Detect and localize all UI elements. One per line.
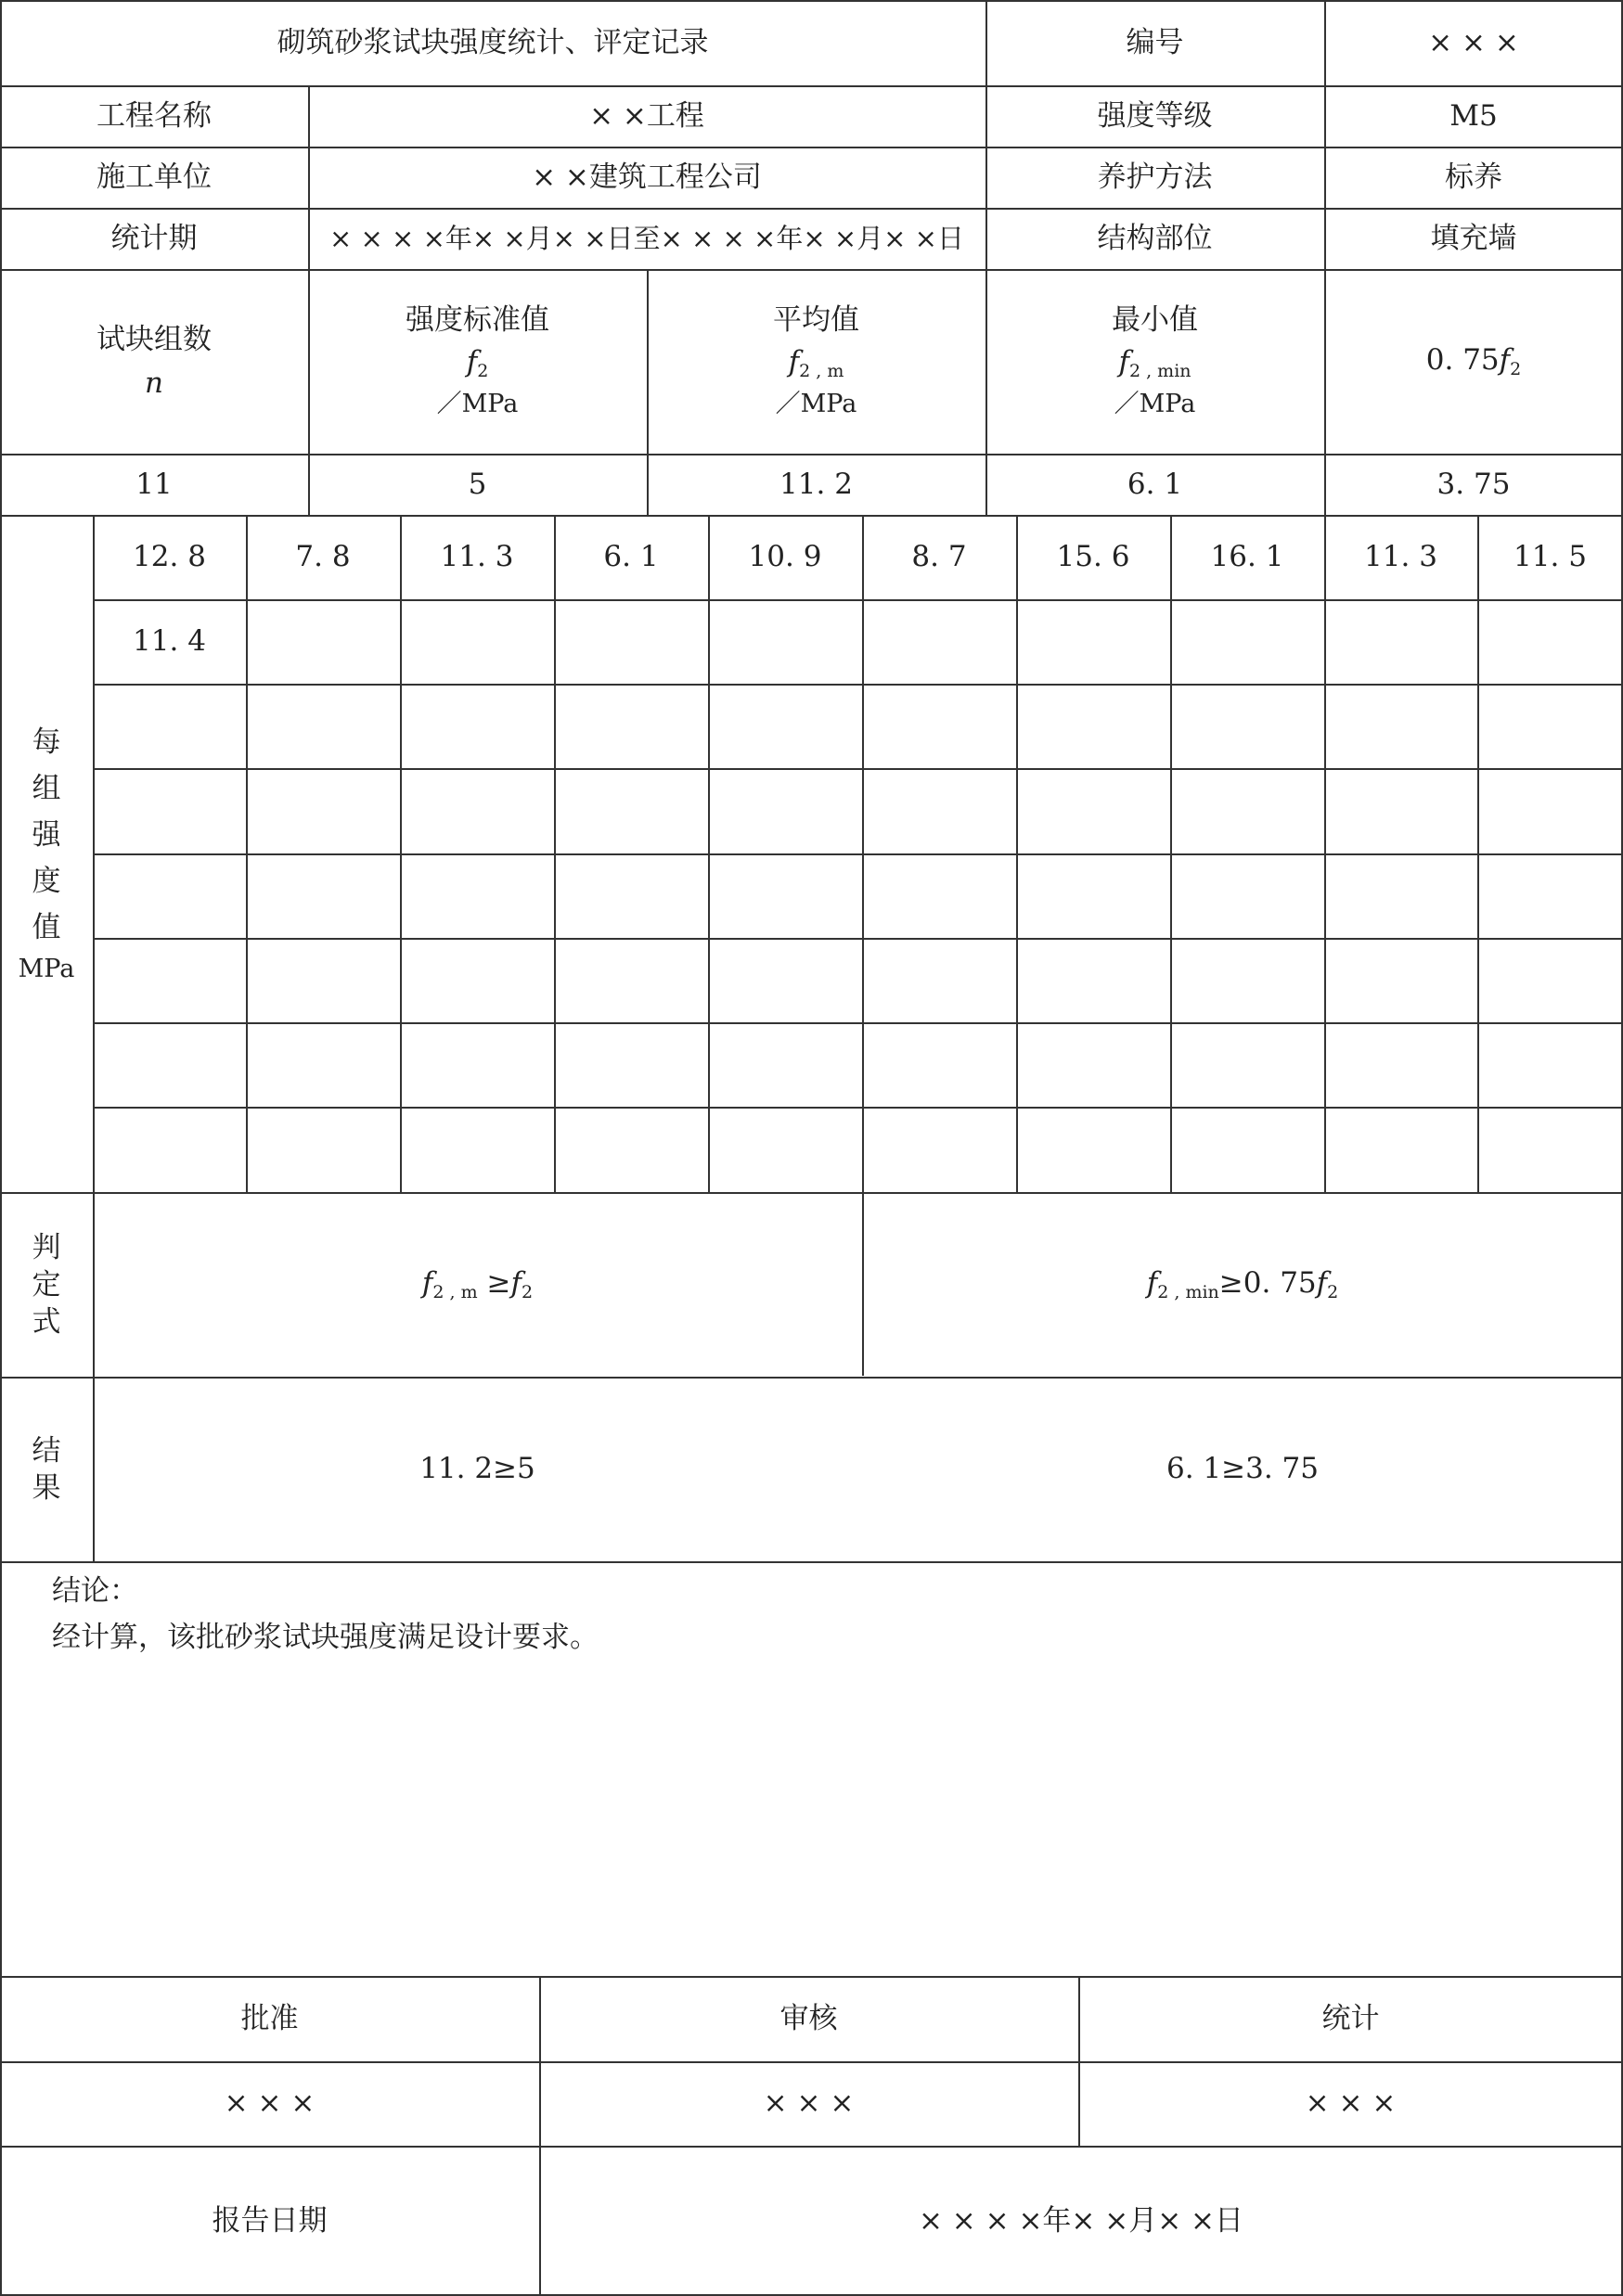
strength-cell: 6. 1 bbox=[603, 540, 659, 574]
strength-cell bbox=[1170, 1107, 1324, 1192]
f-symbol: f bbox=[788, 345, 800, 379]
curing-label: 养护方法 bbox=[1097, 160, 1213, 194]
strength-cell: 12. 8 bbox=[133, 540, 206, 574]
result-mean-check: 11. 2≥5 bbox=[419, 1452, 535, 1486]
location-label: 结构部位 bbox=[1097, 221, 1213, 255]
strength-cell bbox=[1170, 684, 1324, 768]
subscript: 2 , m bbox=[799, 361, 844, 382]
strength-cell bbox=[1016, 1022, 1170, 1107]
coefficient: 0. 75 bbox=[1425, 342, 1500, 377]
unit-label: ／MPa bbox=[775, 389, 857, 418]
strength-cell bbox=[1324, 1022, 1477, 1107]
strength-cell bbox=[1016, 938, 1170, 1022]
subscript: 2 bbox=[521, 1281, 534, 1302]
strength-cell bbox=[708, 938, 862, 1022]
strength-cell: 10. 9 bbox=[748, 540, 822, 574]
strength-cell bbox=[93, 1107, 246, 1192]
strength-cell bbox=[1170, 1022, 1324, 1107]
strength-cell bbox=[1477, 1107, 1623, 1192]
strength-cell bbox=[862, 1022, 1016, 1107]
strength-cell: 16. 1 bbox=[1210, 540, 1284, 574]
strength-cell bbox=[1016, 1107, 1170, 1192]
ge-sign: ≥ bbox=[477, 1265, 511, 1300]
period-value: × × × ×年× ×月× ×日至× × × ×年× ×月× ×日 bbox=[329, 222, 964, 254]
strength-cell bbox=[246, 1022, 400, 1107]
strength-cell bbox=[708, 1022, 862, 1107]
label-unit: MPa bbox=[18, 955, 75, 983]
strength-cell bbox=[1324, 599, 1477, 684]
location-value: 填充墙 bbox=[1430, 221, 1517, 255]
group-strength-label bbox=[0, 515, 93, 1192]
number-label: 编号 bbox=[1126, 25, 1184, 59]
strength-cell bbox=[400, 599, 554, 684]
strength-cell bbox=[1477, 938, 1623, 1022]
f-symbol: f bbox=[466, 345, 478, 379]
report-date-value: × × × ×年× ×月× ×日 bbox=[918, 2203, 1244, 2238]
label-char: 式 bbox=[32, 1304, 61, 1339]
strength-cell bbox=[708, 853, 862, 938]
strength-cell bbox=[1170, 853, 1324, 938]
project-label: 工程名称 bbox=[97, 98, 212, 133]
group-count-value: 11 bbox=[135, 467, 173, 501]
unit-label: ／MPa bbox=[1114, 389, 1196, 418]
label-char: 每 bbox=[32, 725, 61, 759]
strength-cell bbox=[246, 1107, 400, 1192]
strength-cell bbox=[554, 768, 708, 853]
strength-cell bbox=[1170, 768, 1324, 853]
strength-cell bbox=[246, 938, 400, 1022]
label-char: 度 bbox=[32, 865, 61, 898]
label-char: 判 bbox=[32, 1230, 61, 1264]
review-value: × × × bbox=[763, 2086, 855, 2121]
strength-cell bbox=[1477, 768, 1623, 853]
strength-cell bbox=[1477, 684, 1623, 768]
strength-cell bbox=[400, 853, 554, 938]
period-label: 统计期 bbox=[110, 221, 198, 255]
criteria-mean-formula bbox=[93, 1192, 862, 1377]
strength-cell bbox=[246, 684, 400, 768]
strength-cell bbox=[708, 768, 862, 853]
group-count-header bbox=[0, 269, 308, 454]
label-char: 果 bbox=[32, 1470, 61, 1505]
mean-header bbox=[647, 269, 985, 454]
strength-cell bbox=[93, 853, 246, 938]
rule bbox=[0, 1561, 1623, 1563]
strength-cell: 11. 4 bbox=[133, 624, 206, 659]
result-label bbox=[0, 1377, 93, 1561]
min-value: 6. 1 bbox=[1127, 467, 1183, 501]
strength-cell bbox=[862, 1107, 1016, 1192]
f-symbol: f bbox=[1118, 345, 1129, 379]
number-value: × × × bbox=[1428, 25, 1519, 59]
approve-label: 批准 bbox=[240, 2001, 299, 2035]
project-value: × ×工程 bbox=[589, 98, 704, 133]
threshold-value: 3. 75 bbox=[1436, 467, 1511, 501]
strength-cell bbox=[708, 1107, 862, 1192]
subscript: 2 bbox=[1510, 358, 1522, 379]
strength-cell bbox=[1324, 938, 1477, 1022]
form-title: 砌筑砂浆试块强度统计、评定记录 bbox=[277, 25, 709, 59]
strength-cell bbox=[862, 853, 1016, 938]
conclusion-heading: 结论： bbox=[52, 1574, 138, 1608]
strength-cell bbox=[1016, 853, 1170, 938]
label-char: 组 bbox=[32, 772, 61, 805]
min-label: 最小值 bbox=[1112, 303, 1198, 338]
strength-cell bbox=[554, 599, 708, 684]
strength-cell bbox=[554, 684, 708, 768]
stats-value: × × × bbox=[1305, 2086, 1397, 2121]
result-min-check: 6. 1≥3. 75 bbox=[1166, 1452, 1319, 1486]
standard-value-header bbox=[308, 269, 647, 454]
grade-value: M5 bbox=[1449, 98, 1498, 133]
strength-cell bbox=[1324, 853, 1477, 938]
strength-cell bbox=[1170, 599, 1324, 684]
strength-cell bbox=[1016, 768, 1170, 853]
strength-cell: 11. 5 bbox=[1514, 540, 1587, 574]
strength-cell bbox=[554, 938, 708, 1022]
strength-cell bbox=[1016, 599, 1170, 684]
strength-cell bbox=[708, 599, 862, 684]
strength-cell: 11. 3 bbox=[1364, 540, 1437, 574]
grade-label: 强度等级 bbox=[1097, 98, 1213, 133]
strength-cell: 8. 7 bbox=[911, 540, 967, 574]
f-symbol: f bbox=[1499, 342, 1511, 377]
strength-cell bbox=[862, 684, 1016, 768]
strength-cell: 15. 6 bbox=[1056, 540, 1130, 574]
strength-cell bbox=[554, 853, 708, 938]
strength-cell bbox=[1324, 684, 1477, 768]
threshold-header bbox=[1324, 269, 1623, 454]
strength-cell bbox=[1016, 684, 1170, 768]
stats-label: 统计 bbox=[1321, 2001, 1380, 2035]
subscript: 2 , m bbox=[432, 1281, 478, 1302]
label-char: 定 bbox=[32, 1267, 61, 1302]
standard-value: 5 bbox=[468, 467, 487, 501]
subscript: 2 , min bbox=[1128, 361, 1191, 382]
mean-value: 11. 2 bbox=[779, 467, 853, 501]
standard-value-label: 强度标准值 bbox=[406, 303, 549, 338]
strength-cell bbox=[1477, 853, 1623, 938]
strength-cell bbox=[1170, 938, 1324, 1022]
strength-cell bbox=[1324, 768, 1477, 853]
curing-value: 标养 bbox=[1445, 160, 1502, 194]
f-symbol: f bbox=[421, 1265, 433, 1300]
builder-label: 施工单位 bbox=[97, 160, 212, 194]
ge-sign: ≥ bbox=[1218, 1265, 1243, 1300]
strength-cell bbox=[400, 768, 554, 853]
builder-value: × ×建筑工程公司 bbox=[532, 160, 762, 194]
conclusion-text: 经计算，该批砂浆试块强度满足设计要求。 bbox=[52, 1621, 599, 1654]
group-count-label: 试块组数 bbox=[97, 322, 212, 356]
report-date-label: 报告日期 bbox=[212, 2203, 328, 2238]
strength-cell bbox=[554, 1107, 708, 1192]
strength-cell: 7. 8 bbox=[295, 540, 351, 574]
strength-cell bbox=[554, 1022, 708, 1107]
unit-label: ／MPa bbox=[436, 389, 519, 418]
f-symbol: f bbox=[1316, 1265, 1328, 1300]
subscript: 2 , min bbox=[1157, 1281, 1219, 1302]
label-char: 结 bbox=[32, 1433, 61, 1468]
strength-cell bbox=[400, 938, 554, 1022]
strength-cell bbox=[246, 768, 400, 853]
strength-cell bbox=[93, 684, 246, 768]
strength-cell bbox=[862, 768, 1016, 853]
strength-cell bbox=[1477, 1022, 1623, 1107]
group-count-symbol: n bbox=[145, 366, 163, 400]
strength-cell bbox=[1324, 1107, 1477, 1192]
strength-cell bbox=[862, 938, 1016, 1022]
strength-cell: 11. 3 bbox=[440, 540, 514, 574]
strength-cell bbox=[93, 938, 246, 1022]
mean-label: 平均值 bbox=[773, 303, 859, 338]
strength-cell bbox=[93, 1022, 246, 1107]
label-char: 值 bbox=[32, 911, 61, 944]
conclusion-block bbox=[52, 1568, 599, 1661]
review-label: 审核 bbox=[779, 2001, 838, 2035]
min-header bbox=[985, 269, 1324, 454]
label-char: 强 bbox=[32, 818, 61, 852]
f-symbol: f bbox=[1146, 1265, 1158, 1300]
criteria-label bbox=[0, 1192, 93, 1377]
strength-cell bbox=[400, 1022, 554, 1107]
strength-cell bbox=[93, 768, 246, 853]
strength-cell bbox=[1477, 599, 1623, 684]
criteria-min-formula bbox=[862, 1192, 1623, 1377]
subscript: 2 bbox=[477, 361, 489, 382]
strength-cell bbox=[246, 599, 400, 684]
strength-cell bbox=[400, 684, 554, 768]
strength-cell bbox=[400, 1107, 554, 1192]
strength-cell bbox=[862, 599, 1016, 684]
subscript: 2 bbox=[1327, 1281, 1339, 1302]
f-symbol: f bbox=[510, 1265, 522, 1300]
strength-cell bbox=[246, 853, 400, 938]
strength-cell bbox=[708, 684, 862, 768]
coefficient: 0. 75 bbox=[1243, 1265, 1317, 1300]
approve-value: × × × bbox=[224, 2086, 316, 2121]
